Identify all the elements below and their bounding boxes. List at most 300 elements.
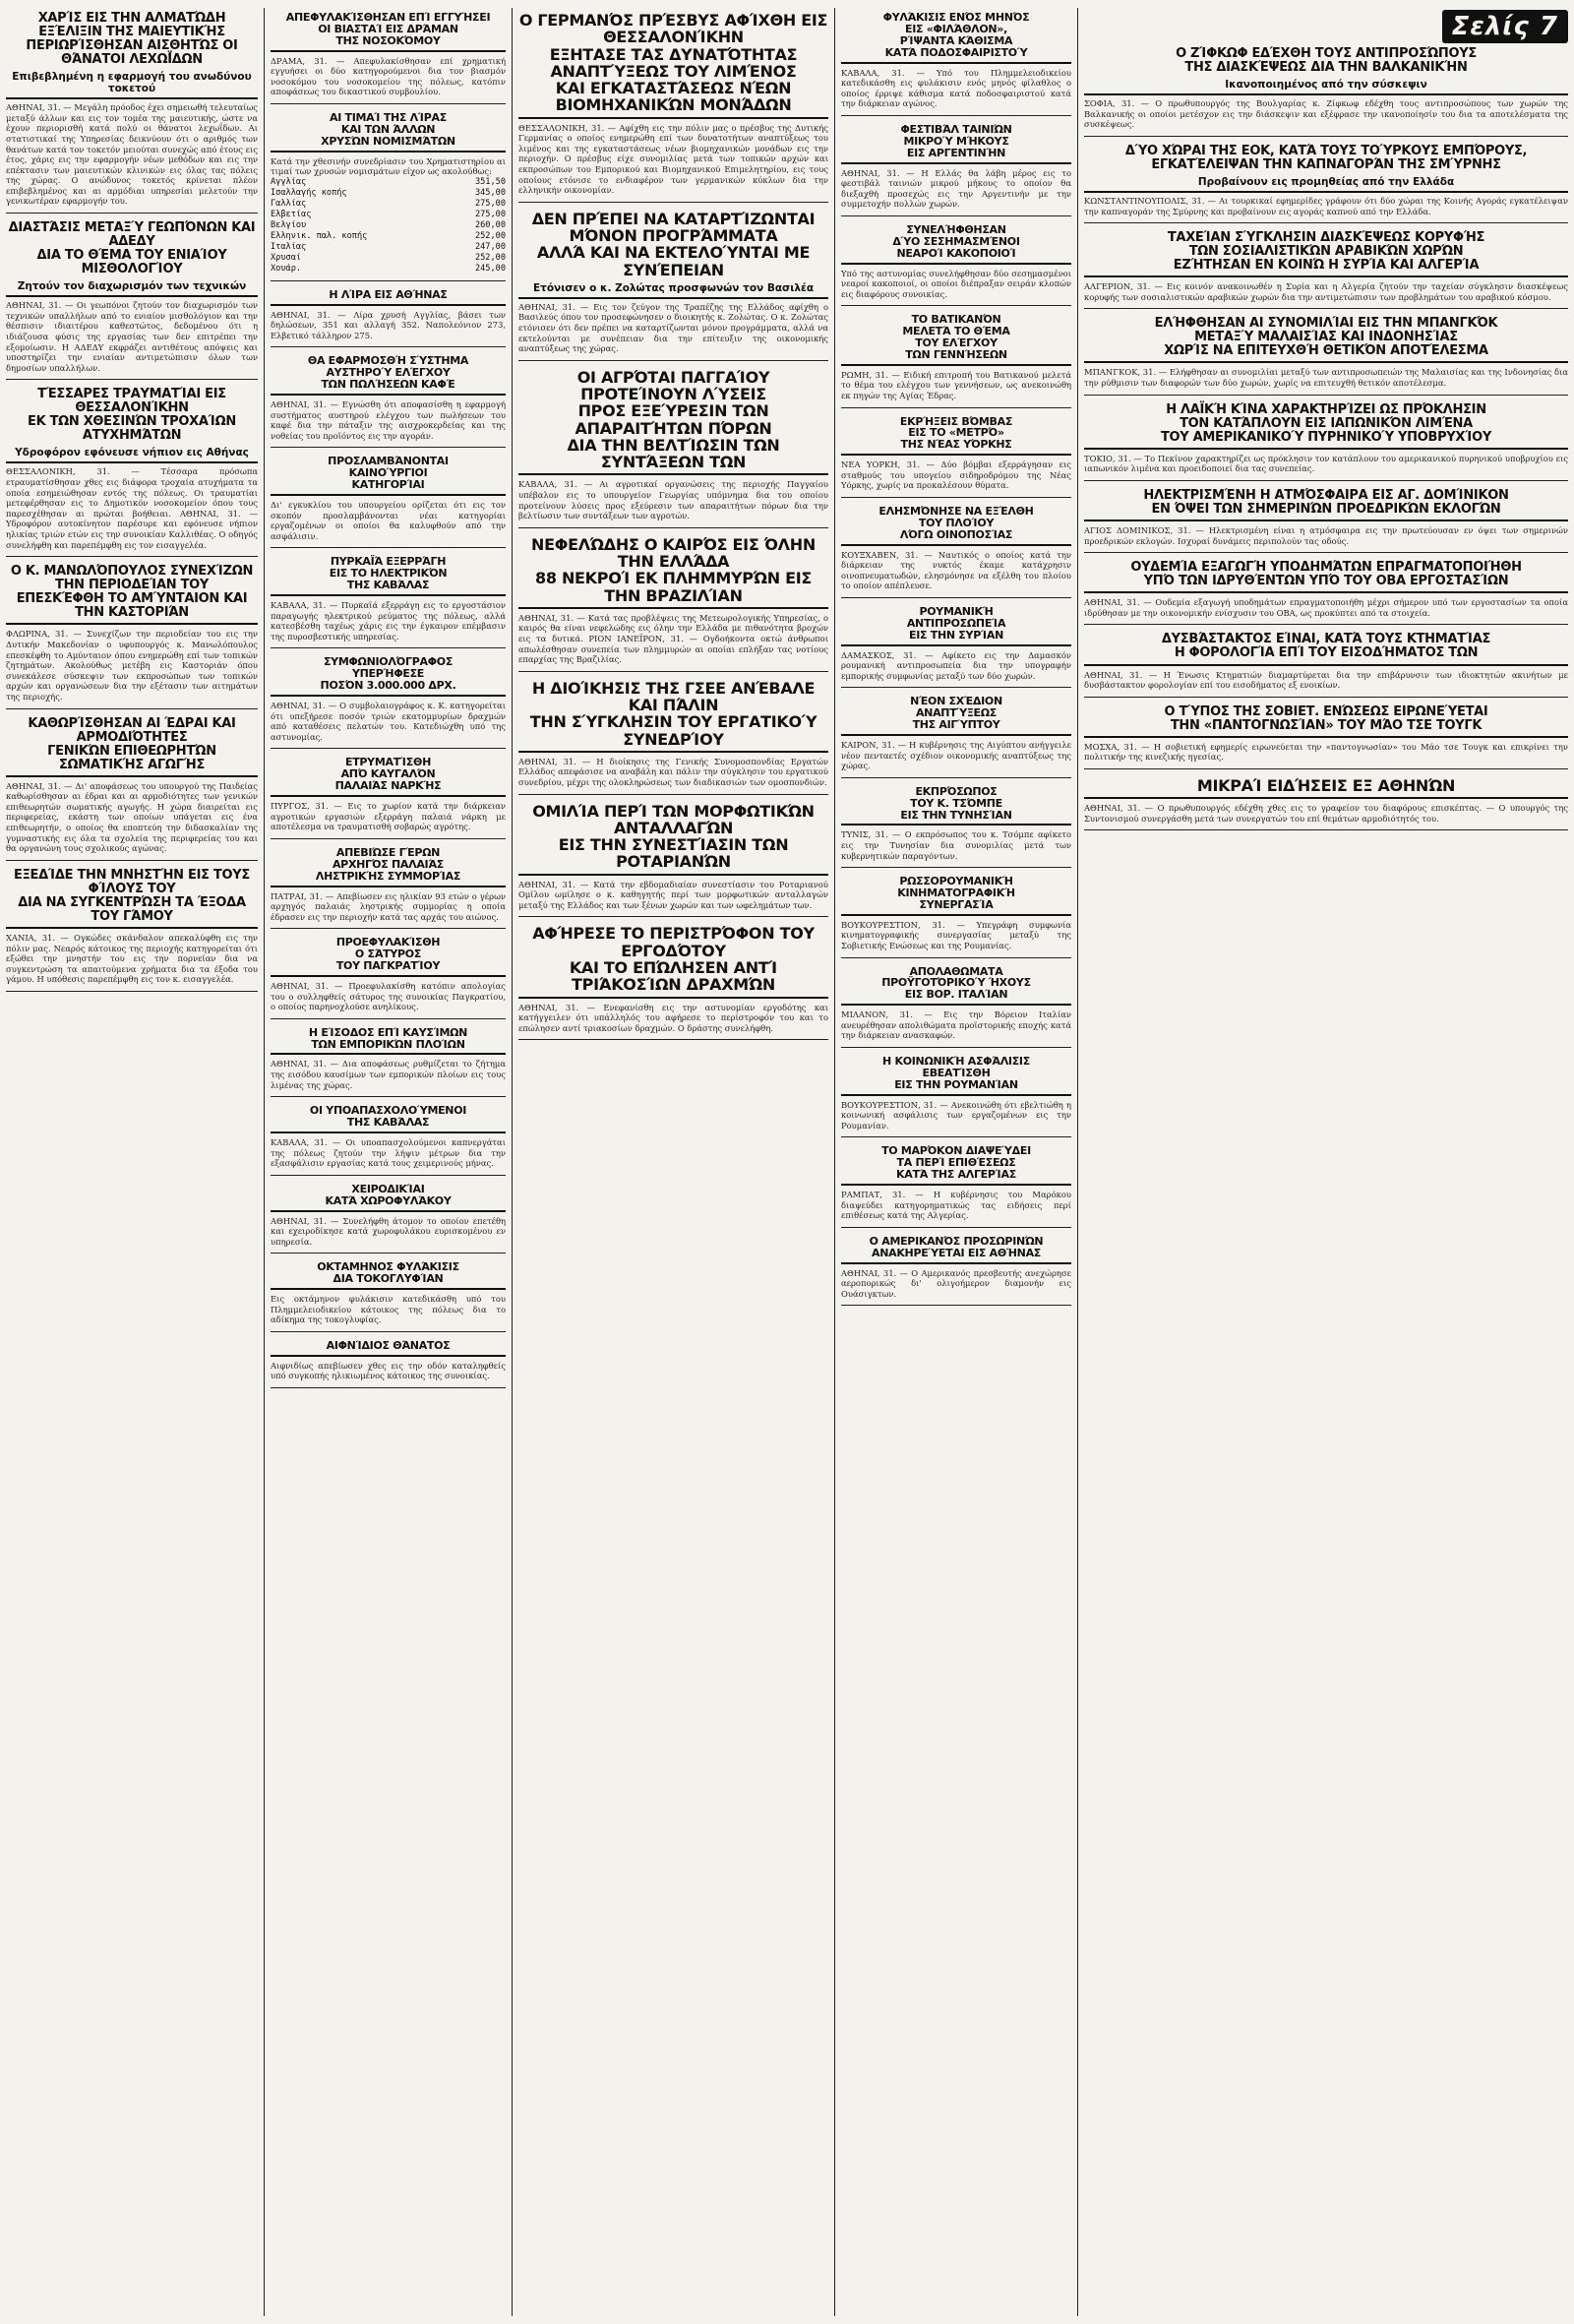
headline-line: ΤΟ ΒΑΤΙΚΑΝΌΝ — [911, 313, 1001, 327]
article-headline — [518, 803, 828, 876]
article-body: ΑΘΗΝΑΙ, 31. — Η διοίκησις της Γενικής Συνομοσπονδίας Εργατών Ελλάδος απεφάσισε να αναβάλη και πάλιν την σύγκλησιν του εργατικού συνεδρίου, μέχρι της ολοκληρώσεως των διαδικασιών των ομοσπονδιών. — [518, 756, 828, 788]
headline-line: Η ΦΟΡΟΛΟΓΊΑ ΕΠΊ ΤΟΥ ΕΙΣΟΔΉΜΑΤΟΣ ΤΩΝ — [1174, 645, 1479, 661]
coin-price: 245,00 — [474, 263, 506, 274]
headline-line: ΑΛΛΆ ΚΑΙ ΝΑ ΕΚΤΕΛΟΎΝΤΑΙ ΜΕ ΣΥΝΈΠΕΙΑΝ — [536, 243, 811, 279]
article — [6, 869, 258, 992]
article-headline — [841, 314, 1071, 366]
headline-line: Ο Κ. ΜΑΝΩΛΌΠΟΥΛΟΣ ΣΥΝΕΧΊΖΩΝ ΤΗΝ ΠΕΡΙΟΔΕΊΑΝ ΤΟΥ — [10, 564, 254, 593]
headline-line: ΝΕΦΕΛΏΔΗΣ Ο ΚΑΙΡΌΣ ΕΙΣ ΌΛΗΝ ΤΗΝ ΕΛΛΆΔΑ — [531, 534, 816, 572]
headline-line: ΠΡΟΣ ΕΞΕΎΡΕΣΙΝ ΤΩΝ ΑΠΑΡΑΙΤΉΤΩΝ ΠΌΡΩΝ — [575, 401, 772, 438]
article — [841, 786, 1071, 868]
article-body: ΜΟΣΧΑ, 31. — Η σοβιετική εφημερίς ειρωνεύεται την «παντογνωσίαν» του Μάο τσε Τουγκ και επικρίνει την πολιτικήν της κινεζικής ηγεσίας. — [1084, 741, 1568, 763]
headline-line: ΔΙΑ ΝΑ ΣΥΓΚΕΝΤΡΏΣΗ ΤΑ ΈΞΟΔΑ ΤΟΥ ΓΆΜΟΥ — [18, 894, 246, 924]
headline-line: ΟΙ ΥΠΟΑΠΑΣΧΟΛΟΎΜΕΝΟΙ — [309, 1104, 467, 1118]
headline-line: ΦΕΣΤΙΒΆΛ ΤΑΙΝΙΏΝ — [900, 122, 1012, 136]
article-divider — [271, 748, 506, 749]
article-body: ΔΡΑΜΑ, 31. — Απεφυλακίσθησαν επί χρηματική εγγυήσει οι δύο κατηγορούμενοι δια τον βιασμόν νοσοκόμου του νοσοκομείου της πόλεως, κατόπιν αποφάσεως του δικαστικού συμβουλίου. — [271, 55, 506, 97]
article-divider — [841, 1136, 1071, 1137]
headline-line: ΠΡΟΣΛΑΜΒΆΝΟΝΤΑΙ — [328, 455, 449, 468]
article-body: ΒΟΥΚΟΥΡΕΣΤΙΟΝ, 31. — Υπεγράφη συμφωνία κινηματογραφικής συνεργασίας μεταξύ της Σοβιετικής Ενώσεως και της Ρουμανίας. — [841, 919, 1071, 950]
article-body: Αιφνιδίως απεβίωσεν χθες εις την οδόν καταληφθείς υπό συγκοπής ηλικιωμένος κάτοικος της συνοικίας. — [271, 1360, 506, 1381]
article-headline — [271, 112, 506, 153]
article — [271, 656, 506, 749]
headline-line: ΤΟΝ ΚΑΤΆΠΛΟΥΝ ΕΙΣ ΙΑΠΩΝΙΚΌΝ ΛΙΜΈΝΑ — [1180, 415, 1473, 431]
headline-line: ΕΙΣ ΒΟΡ. ΙΤΑΛΊΑΝ — [904, 988, 1008, 1002]
article-headline — [6, 869, 258, 929]
headline-line: ΤΗΝ ΣΎΓΚΛΗΣΙΝ ΤΟΥ ΕΡΓΑΤΙΚΟΎ ΣΥΝΕΔΡΊΟΥ — [529, 712, 817, 749]
article-divider — [6, 991, 258, 992]
headline-line: ΣΥΜΦΩΝΙΟΛΌΓΡΑΦΟΣ — [323, 655, 454, 669]
headline-line: ΔΕΝ ΠΡΈΠΕΙ ΝΑ ΚΑΤΑΡΤΊΖΩΝΤΑΙ ΜΌΝΟΝ ΠΡΟΓΡΆΜΜΑΤΑ — [531, 209, 816, 246]
headline-line: ΑΦΉΡΕΣΕ ΤΟ ΠΕΡΙΣΤΡΌΦΟΝ ΤΟΥ ΕΡΓΟΔΌΤΟΥ — [532, 924, 815, 960]
article-divider — [6, 708, 258, 709]
article-headline — [518, 12, 828, 119]
article-divider — [1084, 308, 1568, 309]
headline-line: ΑΠΟΛΑΘΩΜΑΤΑ — [909, 964, 1003, 978]
headline-line: ΜΙΚΡΟΎ ΜΉΚΟΥΣ — [903, 134, 1009, 148]
article-divider — [841, 215, 1071, 216]
article — [518, 925, 828, 1040]
headline-line: ΛΗΣΤΡΙΚΉΣ ΣΥΜΜΟΡΊΑΣ — [315, 869, 461, 883]
article — [1084, 633, 1568, 697]
article-divider — [1084, 552, 1568, 553]
article-divider — [271, 103, 506, 104]
headline-line: ΟΚΤΑΜΗΝΟΣ ΦΥΛΆΚΙΣΙΣ — [317, 1260, 459, 1274]
article-headline — [271, 937, 506, 977]
headline-line: ΗΛΕΚΤΡΙΣΜΈΝΗ Η ΑΤΜΌΣΦΑΙΡΑ ΕΙΣ ΑΓ. ΔΟΜΊΝΙΚΟΝ — [1143, 487, 1509, 503]
article-body: ΘΕΣΣΑΛΟΝΙΚΗ, 31. — Τέσσαρα πρόσωπα ετραυματίσθησαν χθες εις διάφορα τροχαία ατυχήματα τα οποία εσημειώθησαν εντός της πόλεως. Οι τραυματίαι μετεφέρθησαν εις το Δημοτικόν νοσοκομείον όπου τους παρεσχέθησαν αι πρώται βοήθειαι. ΑΘΗΝΑΙ, 31. — Υδροφόρον αυτοκίνητον παρέσυρε και εφόνευσε νήπιον ηλικίας τριών ετών εις την συνοικίαν Καλλιθέας. Ο οδηγός συνελήφθη και παρεπέμφθη εις τον εισαγγελέα. — [6, 466, 258, 550]
article — [271, 1027, 506, 1098]
article — [518, 803, 828, 918]
article — [6, 221, 258, 380]
headline-line: Η ΕΊΣΟΔΟΣ ΕΠΊ ΚΑΥΣΊΜΩΝ — [308, 1025, 468, 1039]
headline-line: ΤΗΣ ΚΑΒΆΛΑΣ — [346, 579, 430, 592]
article-body: ΚΑΒΑΛΑ, 31. — Υπό του Πλημμελειοδικείου κατεδικάσθη εις φυλάκισιν ενός μηνός φίλαθλος ο οποίος έρριψε κάθισμα κατά ποδοσφαιριστού κατά την διάρκειαν αγώνος. — [841, 67, 1071, 109]
headline-line: ΕΙΣ ΤΟ ΗΛΕΚΤΡΙΚΌΝ — [329, 567, 448, 581]
headline-line: ΧΩΡΊΣ ΝΑ ΕΠΙΤΕΥΧΘΉ ΘΕΤΙΚΌΝ ΑΠΟΤΈΛΕΣΜΑ — [1164, 343, 1488, 359]
article — [518, 12, 828, 203]
article-divider — [518, 360, 828, 361]
article — [6, 565, 258, 708]
article — [271, 112, 506, 281]
article-divider — [841, 1227, 1071, 1228]
headline-line: ΠΑΛΑΙΆΣ ΝΑΡΚΉΣ — [334, 779, 442, 793]
article-headline — [1084, 145, 1568, 172]
coin-name: Γαλλίας — [271, 198, 307, 209]
headline-line: ΕΖΉΤΗΣΑΝ ΕΝ ΚΟΙΝΏ Η ΣΥΡΊΑ ΚΑΙ ΑΛΓΕΡΊΑ — [1173, 258, 1480, 274]
headline-line: ΚΑΙΝΟΎΡΓΙΟΙ — [348, 466, 428, 480]
article — [841, 966, 1071, 1048]
headline-line: ΧΕΙΡΟΔΙΚΊΑΙ — [351, 1182, 425, 1195]
headline-line: ΑΝΑΚΗΡΕΎΕΤΑΙ ΕΙΣ ΑΘΉΝΑΣ — [871, 1246, 1042, 1259]
headline-line: ΣΥΝΕΡΓΑΣΊΑ — [919, 897, 994, 911]
article-body: ΑΓΙΟΣ ΔΟΜΙΝΙΚΟΣ, 31. — Ηλεκτρισμένη είναι η ατμόσφαιρα εις την πρωτεύουσαν εν όψει των σημερινών προεδρικών εκλογών. Ισχυραί δυνάμεις περιπολούν τας οδούς. — [1084, 525, 1568, 546]
article-headline — [271, 289, 506, 306]
headline-line: Ο ΑΜΕΡΙΚΑΝΌΣ ΠΡΟΣΩΡΙΝΏΝ — [869, 1234, 1044, 1248]
headline-line: ΑΝΑΠΤΎΞΕΩΣ — [915, 706, 998, 720]
headline-line: ΑΡΧΗΓΌΣ ΠΑΛΑΙΆΣ — [332, 857, 445, 871]
column-2 — [265, 8, 512, 2316]
article — [841, 1056, 1071, 1137]
headline-line: ΟΙ ΒΙΑΣΤΑΊ ΕΙΣ ΔΡΆΜΑΝ — [318, 22, 458, 35]
article-headline — [1084, 705, 1568, 738]
headline-line: ΛΌΓΩ ΟΙΝΟΠΟΣΊΑΣ — [899, 527, 1013, 541]
headline-line: ΤΟΥ ΠΑΓΚΡΑΤΊΟΥ — [335, 959, 441, 973]
article-divider — [271, 928, 506, 929]
article-headline — [841, 696, 1071, 736]
headline-line: Ο ΤΎΠΟΣ ΤΗΣ ΣΟΒΙΕΤ. ΕΝΏΣΕΩΣ ΕΙΡΩΝΕΎΕΤΑΙ — [1164, 703, 1488, 719]
article-divider — [841, 867, 1071, 868]
article — [1084, 231, 1568, 309]
article-body: ΑΘΗΝΑΙ, 31. — Εις τον ζεύγον της Τραπέζης της Ελλάδος αφίχθη ο Βασιλεύς όπου τον προσεφώνησεν ο διοικητής κ. Ζολώτας. Ο κ. Ζολώτας ετόνισεν ότι δεν πρέπει να καταρτίζωνται μόνον προγράμματα, αλλά να εκτελούνται με συνέπειαν δια την επίτευξιν της οικονομικής αναπτύξεως της χώρας. — [518, 301, 828, 354]
headline-line: ΠΟΣΌΝ 3.000.000 ΔΡΧ. — [320, 679, 456, 693]
headline-line: ΤΗΣ ΔΙΑΣΚΈΨΕΩΣ ΔΙΑ ΤΗΝ ΒΑΛΚΑΝΙΚΉΝ — [1184, 60, 1468, 76]
coin-price: 351,50 — [474, 176, 506, 187]
headline-line: ΤΟ ΜΑΡΌΚΟΝ ΔΙΑΨΕΎΔΕΙ — [881, 1144, 1031, 1158]
article-body: ΑΘΗΝΑΙ, 31. — Ο Αμερικανός πρεσβευτής ανεχώρησε αεροπορικώς δι' ολιγοήμερον διαμονήν εις Ουάσιγκτων. — [841, 1267, 1071, 1299]
coin-price: 247,00 — [474, 241, 506, 252]
article — [841, 416, 1071, 498]
headline-line: ΚΑΤΆ ΤΗΣ ΑΛΓΕΡΊΑΣ — [896, 1168, 1016, 1182]
article — [271, 1340, 506, 1388]
article — [271, 456, 506, 548]
article-headline — [271, 847, 506, 887]
article — [271, 12, 506, 104]
article-divider — [841, 777, 1071, 778]
article-body: ΡΩΜΗ, 31. — Ειδική επιτροπή του Βατικανού μελετά το θέμα του ελέγχου των γεννήσεων, ως ανεκοινώθη εκ πηγών της Αγίας Έδρας. — [841, 369, 1071, 400]
headline-line: ΕΚΠΡΌΣΩΠΟΣ — [915, 784, 998, 798]
article — [841, 224, 1071, 306]
headline-line: Ο ΖΊΦΚΩΦ ΕΔΈΧΘΗ ΤΟΥΣ ΑΝΤΙΠΡΟΣΏΠΟΥΣ — [1176, 46, 1477, 61]
article — [6, 12, 258, 214]
article-headline — [841, 124, 1071, 164]
headline-line: ΕΙΣ ΑΡΓΕΝΤΙΝΉΝ — [906, 146, 1006, 159]
article-headline — [271, 757, 506, 797]
article-body: ΡΑΜΠΑΤ, 31. — Η κυβέρνησις του Μαρόκου διαψεύδει κατηγορηματικώς τας ειδήσεις περί επιθέσεως κατά της Αλγερίας. — [841, 1190, 1071, 1221]
headline-line: ΕΙΣ ΤΗΝ ΤΥΝΗΣΊΑΝ — [900, 808, 1012, 822]
article-divider — [518, 202, 828, 203]
article-headline — [1084, 777, 1568, 799]
article-headline — [1084, 47, 1568, 75]
headline-line: ΕΞΗΤΑΣΕ ΤΑΣ ΔΥΝΑΤΌΤΗΤΑΣ ΑΝΑΠΤΎΞΕΩΣ ΤΟΥ ΛΙΜΈΝΟΣ — [549, 44, 798, 81]
article — [1084, 561, 1568, 625]
headline-line: ΕΙΣ ΤΗΝ ΡΟΥΜΑΝΊΑΝ — [894, 1077, 1018, 1091]
headline-line: ΔΎΟ ΧΏΡΑΙ ΤΗΣ ΕΟΚ, ΚΑΤΆ ΤΟΥΣ ΤΟΎΡΚΟΥΣ ΕΜΠΌΡΟΥΣ, — [1124, 143, 1528, 158]
article — [271, 1184, 506, 1254]
headline-line: ΔΥΣΒΆΣΤΑΚΤΟΣ ΕΊΝΑΙ, ΚΑΤΆ ΤΟΥΣ ΚΤΗΜΑΤΊΑΣ — [1161, 632, 1491, 647]
article-body: ΚΑΒΑΛΑ, 31. — Αι αγροτικαί οργανώσεις της περιοχής Παγγαίου υπέβαλον εις το υπουργείον Γεωργίας υπόμνημα δια του οποίου προτείνουν λύσεις προς εξεύρεσιν των απαραιτήτων πόρων δια την βελτίωσιν των συντάξεων των αγροτών. — [518, 479, 828, 521]
price-row — [271, 188, 506, 199]
article-body: ΒΟΥΚΟΥΡΕΣΤΙΟΝ, 31. — Ανεκοινώθη ότι εβελτιώθη η κοινωνική ασφάλισις των εργαζομένων εις την Ρουμανίαν. — [841, 1099, 1071, 1131]
headline-line: ΑΙΦΝΊΔΙΟΣ ΘΆΝΑΤΟΣ — [326, 1338, 451, 1352]
article-headline — [271, 355, 506, 396]
headline-line: ΤΗΝ «ΠΑΝΤΟΓΝΩΣΊΑΝ» ΤΟΥ ΜΆΟ ΤΣΕ ΤΟΥΓΚ — [1170, 717, 1483, 733]
article-divider — [1084, 395, 1568, 396]
article-headline — [1084, 489, 1568, 521]
headline-line: ΜΕΤΑΞΎ ΜΑΛΑΙΣΊΑΣ ΚΑΙ ΙΝΔΟΝΗΣΊΑΣ — [1194, 330, 1458, 345]
headline-line: ΔΙΑΣΤΆΣΙΣ ΜΕΤΑΞΎ ΓΕΩΠΌΝΩΝ ΚΑΙ ΑΔΕΔΥ — [8, 220, 256, 250]
page-label-wrap — [1084, 10, 1568, 43]
article-divider — [518, 671, 828, 672]
article-subheadline: Επιβεβλημένη η εφαρμογή του ανωδύνου τοκετού — [6, 71, 258, 99]
article-divider — [271, 1387, 506, 1388]
headline-line: ΕΙΣ ΤΟ «ΜΕΤΡΌ» — [908, 426, 1004, 440]
article-headline — [271, 1184, 506, 1212]
article — [1084, 705, 1568, 769]
article-divider — [518, 1039, 828, 1040]
article-headline — [271, 556, 506, 596]
price-table — [271, 177, 506, 275]
article-divider — [518, 916, 828, 917]
headline-line: ΝΕΑΡΟΊ ΚΑΚΟΠΟΙΟΊ — [896, 246, 1016, 260]
article-body: ΦΛΩΡΙΝΑ, 31. — Συνεχίζων την περιοδείαν του εις την Δυτικήν Μακεδονίαν ο υφυπουργός κ. Μανωλόπουλος επεσκέφθη το Αμύνταιον όπου ενημερώθη επί των τοπικών ζητημάτων. Ακολούθως μετέβη εις Καστοριάν όπου συνεκάλεσε σύσκεψιν των εκπροσώπων των τοπικών αρχών και οργανώσεων δια την εξέτασιν των αιτημάτων της περιοχής. — [6, 629, 258, 702]
article-body: ΑΘΗΝΑΙ, 31. — Ενεφανίσθη εις την αστυνομίαν εργοδότης και κατήγγειλεν ότι υπάλληλός του αφήρεσε το περίστροφόν του και το επώλησεν αντί τριακοσίων δραχμών. Ο δράστης συνελήφθη. — [518, 1002, 828, 1033]
article-headline — [518, 536, 828, 609]
headline-line: ΑΙ ΤΙΜΑΊ ΤΗΣ ΛΊΡΑΣ — [330, 111, 447, 124]
headline-line: ΚΑΤΗΓΟΡΊΑΙ — [351, 478, 425, 492]
article-divider — [271, 280, 506, 281]
headline-line: ΕΚ ΤΩΝ ΧΘΕΣΙΝΏΝ ΤΡΟΧΑΊΩΝ ΑΤΥΧΗΜΆΤΩΝ — [28, 414, 236, 444]
article-headline — [1084, 317, 1568, 363]
article-divider — [841, 957, 1071, 958]
article-headline — [841, 1056, 1071, 1096]
article — [841, 506, 1071, 598]
article-divider — [841, 1305, 1071, 1306]
article-body: ΑΘΗΝΑΙ, 31. — Δι' αποφάσεως του υπουργού της Παιδείας καθωρίσθησαν αι έδραι και αι αρμοδιότητες των γενικών επιθεωρητών σωματικής αγωγής. Η χώρα διαιρείται εις περιφερείας, εκάστη των οποίων υπάγεται εις ένα επιθεωρητήν, ο οποίος θα εποπτεύη την διδασκαλίαν της γυμναστικής εις όλα τα σχολεία της περιφερείας του και θα οργανώνη τους σχολικούς αγώνας. — [6, 780, 258, 854]
headline-line: ΔΙΑ ΤΗΝ ΒΕΛΤΊΩΣΙΝ ΤΩΝ ΣΥΝΤΆΞΕΩΝ ΤΩΝ — [567, 435, 780, 472]
headline-line: ΔΎΟ ΣΕΣΗΜΑΣΜΈΝΟΙ — [892, 234, 1020, 248]
headline-line: ΤΟΥ ΑΜΕΡΙΚΑΝΙΚΟΎ ΠΥΡΗΝΙΚΟΎ ΥΠΟΒΡΥΧΊΟΥ — [1160, 429, 1492, 445]
article — [271, 847, 506, 929]
headline-line: ΠΕΡΙΩΡΊΣΘΗΣΑΝ ΑΙΣΘΗΤΏΣ ΟΙ ΘΆΝΑΤΟΙ ΛΕΧΩΪ́ΔΩΝ — [26, 38, 238, 68]
page-label: Σελίς 7 — [1442, 10, 1568, 43]
headline-line: ΤΈΣΣΑΡΕΣ ΤΡΑΥΜΑΤΊΑΙ ΕΙΣ ΘΕΣΣΑΛΟΝΊΚΗΝ — [37, 387, 226, 416]
price-row — [271, 253, 506, 264]
headline-line: ΕΙΣ ΤΗΝ ΣΥΝΕΣΤΊΑΣΙΝ ΤΩΝ ΡΟΤΑΡΙΑΝΏΝ — [558, 835, 789, 872]
article-divider — [841, 497, 1071, 498]
article-body: ΑΛΓΕΡΙΟΝ, 31. — Εις κοινόν ανακοινωθέν η Συρία και η Αλγερία ζητούν την ταχείαν σύγκλησιν διασκέψεως κορυφής των σοσιαλιστικών αραβικών χωρών δια την αντιμετώπισιν των προβλημάτων του αραβικού κόσμου. — [1084, 281, 1568, 302]
coin-name: Αγγλίας — [271, 176, 307, 187]
article — [271, 1105, 506, 1176]
headline-line: ΕΒΕΑΤΊΣΘΗ — [922, 1066, 991, 1079]
headline-line: ΝΈΟΝ ΣΧΈΔΙΟΝ — [910, 695, 1002, 708]
article-divider — [271, 547, 506, 548]
headline-line: ΤΗΣ ΑΙΓΎΠΤΟΥ — [912, 718, 1000, 732]
article-subheadline: Προβαίνουν εις προμηθείας από την Ελλάδα — [1084, 176, 1568, 193]
article — [518, 536, 828, 672]
article-subheadline: Ζητούν τον διαχωρισμόν των τεχνικών — [6, 280, 258, 297]
article-divider — [841, 115, 1071, 116]
article-body: ΤΟΚΙΟ, 31. — Το Πεκίνον χαρακτηρίζει ως πρόκλησιν τον κατάπλουν του αμερικανικού πυρηνικού υποβρυχίου εις ιαπωνικόν λιμένα και προειδοποιεί δια τας συνεπείας. — [1084, 453, 1568, 474]
headline-line: ΜΙΚΡΑΊ ΕΙΔΉΣΕΙΣ ΕΞ ΑΘΗΝΏΝ — [1196, 775, 1456, 795]
article-divider — [1084, 624, 1568, 625]
headline-line: ΤΟΥ ΕΛΈΓΧΟΥ — [915, 336, 998, 350]
article-headline — [6, 221, 258, 276]
headline-line: ΥΠΕΡΉΦΕΣΕ — [351, 667, 425, 681]
headline-line: Η ΔΙΟΊΚΗΣΙΣ ΤΗΣ ΓΣΕΕ ΑΝΈΒΑΛΕ ΚΑΙ ΠΆΛΙΝ — [531, 678, 816, 715]
headline-line: ΑΠΕΒΙΏΣΕ ΓΈΡΩΝ — [335, 845, 441, 859]
article-headline — [518, 211, 828, 278]
article-body: ΑΘΗΝΑΙ, 31. — Ουδεμία εξαγωγή υποδημάτων επραγματοποιήθη μέχρι σήμερον υπό των εργοστασίων τα οποία ιδρύθησαν με την οικονομικήν ενίσχυσιν του ΟΒΑ, ως προκύπτει από τα στοιχεία. — [1084, 597, 1568, 618]
article-subheadline: Υδροφόρον εφόνευσε νήπιον εις Αθήνας — [6, 447, 258, 463]
headline-line: ΚΑΘΩΡΊΣΘΗΣΑΝ ΑΙ ΈΔΡΑΙ ΚΑΙ ΑΡΜΟΔΙΌΤΗΤΕΣ — [28, 715, 236, 745]
article — [518, 680, 828, 795]
headline-line: ΤΑ ΠΕΡΊ ΕΠΙΘΈΣΕΩΣ — [896, 1156, 1016, 1170]
headline-line: ΕΤΡΥΜΑΤΊΣΘΗ — [345, 756, 431, 769]
article-headline — [1084, 561, 1568, 593]
column-5 — [1078, 8, 1574, 2316]
coin-price: 260,00 — [474, 219, 506, 230]
headline-line: ΚΙΝΗΜΑΤΟΓΡΑΦΙΚΉ — [897, 887, 1015, 900]
article-headline — [271, 1340, 506, 1357]
article — [841, 696, 1071, 777]
headline-line: ΧΑΡΊΣ ΕΙΣ ΤΗΝ ΑΛΜΑΤΏΔΗ ΕΞΈΛΙΞΙΝ ΤΗΣ ΜΑΙΕΥΤΙΚΉΣ — [37, 11, 226, 40]
article-headline — [6, 388, 258, 443]
coin-name: Ελβετίας — [271, 209, 312, 219]
article — [1084, 317, 1568, 395]
article — [6, 717, 258, 861]
article-divider — [6, 213, 258, 214]
headline-line: ΥΠΌ ΤΩΝ ΙΔΡΥΘΈΝΤΩΝ ΥΠΌ ΤΟΥ ΟΒΑ ΕΡΓΟΣΤΑΣΊΩΝ — [1143, 574, 1509, 589]
coin-price: 252,00 — [474, 252, 506, 263]
price-row — [271, 242, 506, 253]
headline-line: ΕΛΉΦΘΗΣΑΝ ΑΙ ΣΥΝΟΜΙΛΊΑΙ ΕΙΣ ΤΗΝ ΜΠΑΝΓΚΌΚ — [1154, 316, 1498, 332]
headline-line: ΕΝ ΌΨΕΙ ΤΩΝ ΣΗΜΕΡΙΝΏΝ ΠΡΟΕΔΡΙΚΏΝ ΕΚΛΟΓΏΝ — [1151, 501, 1501, 517]
article-headline — [271, 456, 506, 496]
article-body: ΑΘΗΝΑΙ, 31. — Δια αποφάσεως ρυθμίζεται το ζήτημα της εισόδου καυσίμων των εμπορικών πλοίων εις τους λιμένας της χώρας. — [271, 1059, 506, 1090]
headline-line: Η ΛΊΡΑ ΕΙΣ ΑΘΉΝΑΣ — [329, 287, 448, 301]
coin-price: 252,00 — [474, 230, 506, 241]
headline-line: ΘΑ ΕΦΑΡΜΟΣΘΉ ΣΎΣΤΗΜΑ — [307, 354, 469, 368]
article-divider — [1084, 480, 1568, 481]
headline-line: ΤΟΥ ΠΛΟΊΟΥ — [918, 516, 995, 529]
coin-name: Βελγίου — [271, 219, 307, 230]
article-body: Κατά την χθεσινήν συνεδρίασιν του Χρηματιστηρίου αι τιμαί των χρυσών νομισμάτων είχον ως ακολούθως: — [271, 155, 506, 177]
coin-name: Ιταλίας — [271, 241, 307, 252]
headline-line: ΦΥΛΆΚΙΣΙΣ ΕΝΌΣ ΜΗΝΌΣ — [882, 11, 1030, 24]
price-row — [271, 177, 506, 188]
article-headline — [6, 565, 258, 625]
article-headline — [841, 876, 1071, 916]
article-divider — [271, 447, 506, 448]
coin-price: 275,00 — [474, 209, 506, 219]
article — [841, 1145, 1071, 1227]
headline-line: ΚΑΙ ΕΓΚΑΤΑΣΤΆΣΕΩΣ ΝΈΩΝ ΒΙΟΜΗΧΑΝΙΚΏΝ ΜΟΝΆΔΩΝ — [555, 79, 792, 115]
article-body: ΣΟΦΙΑ, 31. — Ο πρωθυπουργός της Βουλγαρίας κ. Ζίφκωφ εδέχθη τους αντιπροσώπους των χωρών της Βαλκανικής οι οποίοι μετέσχον εις την διάσκεψιν και εξέφρασε την ικανοποίησίν του δια τα αποτελέσματα της συσκέψεως. — [1084, 98, 1568, 130]
price-row — [271, 264, 506, 275]
article — [271, 757, 506, 838]
article — [1084, 489, 1568, 553]
article-headline — [271, 1261, 506, 1290]
article-body: ΑΘΗΝΑΙ, 31. — Συνελήφθη άτομον το οποίον επετέθη και εχειροδίκησε κατά χωροφυλάκου ευρισκομένου εν υπηρεσία. — [271, 1215, 506, 1247]
headline-line: ΔΙΑ ΤΟ ΘΈΜΑ ΤΟΥ ΕΝΙΑΊΟΥ ΜΙΣΘΟΛΟΓΊΟΥ — [36, 248, 227, 277]
article-body: ΑΘΗΝΑΙ, 31. — Προεφυλακίσθη κατόπιν απολογίας του ο συλληφθείς σάτυρος της συνοικίας Παγκρατίου, ο οποίος παρηνοχλούσε ανηλίκους. — [271, 980, 506, 1012]
article — [841, 1236, 1071, 1307]
headline-line: ΣΥΝΕΛΉΦΘΗΣΑΝ — [906, 222, 1006, 236]
headline-line: ΕΚΡΉΞΕΙΣ ΒΌΜΒΑΣ — [899, 414, 1013, 428]
headline-line: ΤΩΝ ΠΩΛΉΣΕΩΝ ΚΑΦΈ — [321, 378, 455, 392]
article-body: ΑΘΗΝΑΙ, 31. — Λίρα χρυσή Αγγλίας, βάσει των δηλώσεων, 351 και αλλαγή 352. Ναπολεόνιον 273, Ελβετικό τάλληρον 275. — [271, 309, 506, 340]
article — [841, 12, 1071, 116]
price-row — [271, 220, 506, 231]
column-4 — [835, 8, 1077, 2316]
coin-name: Ισαλλαγής κοπής — [271, 187, 347, 198]
article-divider — [518, 794, 828, 795]
article — [1084, 47, 1568, 137]
article-body: ΑΘΗΝΑΙ, 31. — Ο πρωθυπουργός εδέχθη χθες εις το γραφείον του διαφόρους επισκέπτας. — Ο υπουργός της Συντονισμού συνεργάσθη μετά των συνεργατών του επί θεμάτων αρμοδιότητός του. — [1084, 803, 1568, 824]
article-body: ΑΘΗΝΑΙ, 31. — Η Ένωσις Κτηματιών διαμαρτύρεται δια την επιβάρυνσιν των ιδιοκτητών ακινήτων με δυσβάστακτον φορολογίαν επί του εισοδήματος εξ ενοικίων. — [1084, 669, 1568, 691]
article-body: ΚΟΥΞΧΑΒΕΝ, 31. — Ναυτικός ο οποίος κατά την διάρκειαν της νυκτός έκαμε κατάχρησιν οινοπνευματωδών, ελησμόνησε να εξέλθη του πλοίου το οποίον απέπλευσε. — [841, 549, 1071, 591]
article-body: ΑΘΗΝΑΙ, 31. — Οι γεωπόνοι ζητούν τον διαχωρισμόν των τεχνικών υπαλλήλων από το ενιαίον μισθολόγιον και την θέσπισιν ιδιαιτέρου καθεστώτος, δεδομένου ότι η ιδιάζουσα φύσις της εργασίας των δεν επιτρέπει την εξομοίωσιν. Η ΑΔΕΔΥ εκφράζει αντιθέτους απόψεις και υποστηρίζει την ενιαίαν αντιμετώπισιν όλων των δημοσίων υπαλλήλων. — [6, 300, 258, 373]
article-body: ΝΕΑ ΥΟΡΚΗ, 31. — Δύο βόμβαι εξερράγησαν εις σταθμούς του υπογείου σιδηροδρόμου της Νέας Υόρκης, χωρίς να προκαλέσουν θύματα. — [841, 459, 1071, 491]
headline-line: ΚΑΤΆ ΠΟΔΟΣΦΑΙΡΙΣΤΟΎ — [884, 45, 1028, 59]
headline-line: ΟΙ ΑΓΡΌΤΑΙ ΠΑΓΓΑΊΟΥ ΠΡΟΤΕΊΝΟΥΝ ΛΎΣΕΙΣ — [576, 367, 770, 404]
article — [6, 388, 258, 557]
headline-line: ΠΡΟΫΓΟΤΌΡΙΚΟΎ ΉΧΟΥΣ — [881, 976, 1031, 990]
headline-line: ΟΥΔΕΜΊΑ ΕΞΑΓΩΓΉ ΥΠΟΔΗΜΆΤΩΝ ΕΠΡΑΓΜΑΤΟΠΟΙΉΘΗ — [1130, 560, 1522, 576]
article-divider — [841, 1047, 1071, 1048]
article-divider — [6, 556, 258, 557]
article-divider — [271, 1096, 506, 1097]
article-headline — [518, 369, 828, 476]
headline-line: ΤΟΥ Κ. ΤΣΌΜΠΕ — [910, 796, 1002, 810]
article-headline — [841, 506, 1071, 546]
article-body: ΑΘΗΝΑΙ, 31. — Μεγάλη πρόοδος έχει σημειωθή τελευταίως μεταξύ άλλων και εις τον τομέα της μαιευτικής, ώστε να έχουν περιορισθή κατά πολύ οι θάνατοι λεχωΐδων. Αι στατιστικαί της Υπηρεσίας δεικνύουν ότι ο αριθμός των θανάτων κατά τον τοκετόν μειούται συνεχώς από έτους εις έτος, χάρις εις την εφαρμογήν νέων μεθόδων και εις την επέκτασιν των μαιευτικών κλινικών εις όλας τας πόλεις της χώρας. Ο ανώδυνος τοκετός κρίνεται πλέον επιβεβλημένος και αι αρμόδιαι υπηρεσίαι μελετούν την γενικωτέραν εφαρμογήν του. — [6, 102, 258, 207]
headline-line: ΠΥΡΚΑΪΆ ΕΞΕΡΡΆΓΗ — [330, 555, 447, 569]
article-divider — [1084, 768, 1568, 769]
coin-price: 345,00 — [474, 187, 506, 198]
headline-line: ΤΩΝ ΕΜΠΟΡΙΚΏΝ ΠΛΟΊΩΝ — [311, 1037, 465, 1051]
article — [518, 369, 828, 528]
headline-line: ΡΊΨΑΝΤΑ ΚΆΘΙΣΜΑ — [899, 33, 1013, 47]
article-headline — [841, 606, 1071, 646]
article-divider — [841, 407, 1071, 408]
article-body: Υπό της αστυνομίας συνελήφθησαν δύο σεσημασμένοι νεαροί κακοποιοί, οι οποίοι διέπραξαν σειράν κλοπών εις διαφόρους συνοικίας. — [841, 268, 1071, 299]
column-3 — [513, 8, 834, 2316]
article-divider — [6, 860, 258, 861]
article-divider — [6, 379, 258, 380]
article-headline — [271, 1027, 506, 1056]
article-divider — [841, 687, 1071, 688]
headline-line: ΤΩΝ ΓΕΝΝΉΣΕΩΝ — [905, 347, 1007, 361]
price-row — [271, 199, 506, 210]
article-body: ΔΑΜΑΣΚΟΣ, 31. — Αφίκετο εις την Δαμασκόν ρουμανική αντιπροσωπεία δια την υπογραφήν εμπορικής συμφωνίας μεταξύ των δύο χωρών. — [841, 649, 1071, 681]
headline-line: ΑΝΤΙΠΡΟΣΩΠΕΊΑ — [906, 616, 1006, 630]
article-divider — [271, 1175, 506, 1176]
article — [841, 314, 1071, 407]
article — [271, 289, 506, 348]
headline-line: ΕΙΣ ΤΗΝ ΣΥΡΊΑΝ — [909, 628, 1003, 642]
headline-line: ΕΞΕΔΊΔΕ ΤΗΝ ΜΝΗΣΤΉΝ ΕΙΣ ΤΟΥΣ ΦΊΛΟΥΣ ΤΟΥ — [14, 867, 250, 896]
headline-line: ΤΩΝ ΣΟΣΙΑΛΙΣΤΙΚΏΝ ΑΡΑΒΙΚΏΝ ΧΩΡΏΝ — [1188, 244, 1464, 260]
article-body: ΑΘΗΝΑΙ, 31. — Κατά τας προβλέψεις της Μετεωρολογικής Υπηρεσίας, ο καιρός θα είναι νεφελώδης εις όλην την Ελλάδα με πιθανότητα βροχών εις τα δυτικά. ΡΙΟΝ ΙΑΝΕΪΡΟΝ, 31. — Ογδοήκοντα οκτώ άνθρωποι απωλέσθησαν συνεπεία των πλημμυρών αι οποίαι επλήξαν τας νοτίους επαρχίας της Βραζιλίας. — [518, 612, 828, 665]
headline-line: ΚΑΤΆ ΧΩΡΟΦΥΛΆΚΟΥ — [325, 1193, 452, 1207]
headline-line: ΤΑΧΕΊΑΝ ΣΎΓΚΛΗΣΙΝ ΔΙΑΣΚΈΨΕΩΣ ΚΟΡΥΦΉΣ — [1167, 230, 1485, 246]
article-divider — [271, 1331, 506, 1332]
coin-name: Χρυσαί — [271, 252, 302, 263]
article-headline — [6, 717, 258, 777]
headline-line: ΕΓΚΑΤΈΛΕΙΨΑΝ ΤΗΝ ΚΑΠΝΑΓΟΡΆΝ ΤΗΣ ΣΜΎΡΝΗΣ — [1151, 156, 1501, 172]
article — [271, 556, 506, 648]
article-headline — [1084, 231, 1568, 277]
article-divider — [841, 305, 1071, 306]
headline-line: Ο ΣΆΤΥΡΟΣ — [354, 948, 422, 961]
article-divider — [841, 597, 1071, 598]
article-body: ΠΥΡΓΟΣ, 31. — Εις το χωρίον κατά την διάρκειαν αγροτικών εργασιών εξερράγη παλαιά νάρκη με αποτέλεσμα να τραυματισθή σοβαρώς αγρότης. — [271, 801, 506, 832]
article — [841, 606, 1071, 688]
price-row — [271, 231, 506, 242]
article-divider — [271, 346, 506, 347]
